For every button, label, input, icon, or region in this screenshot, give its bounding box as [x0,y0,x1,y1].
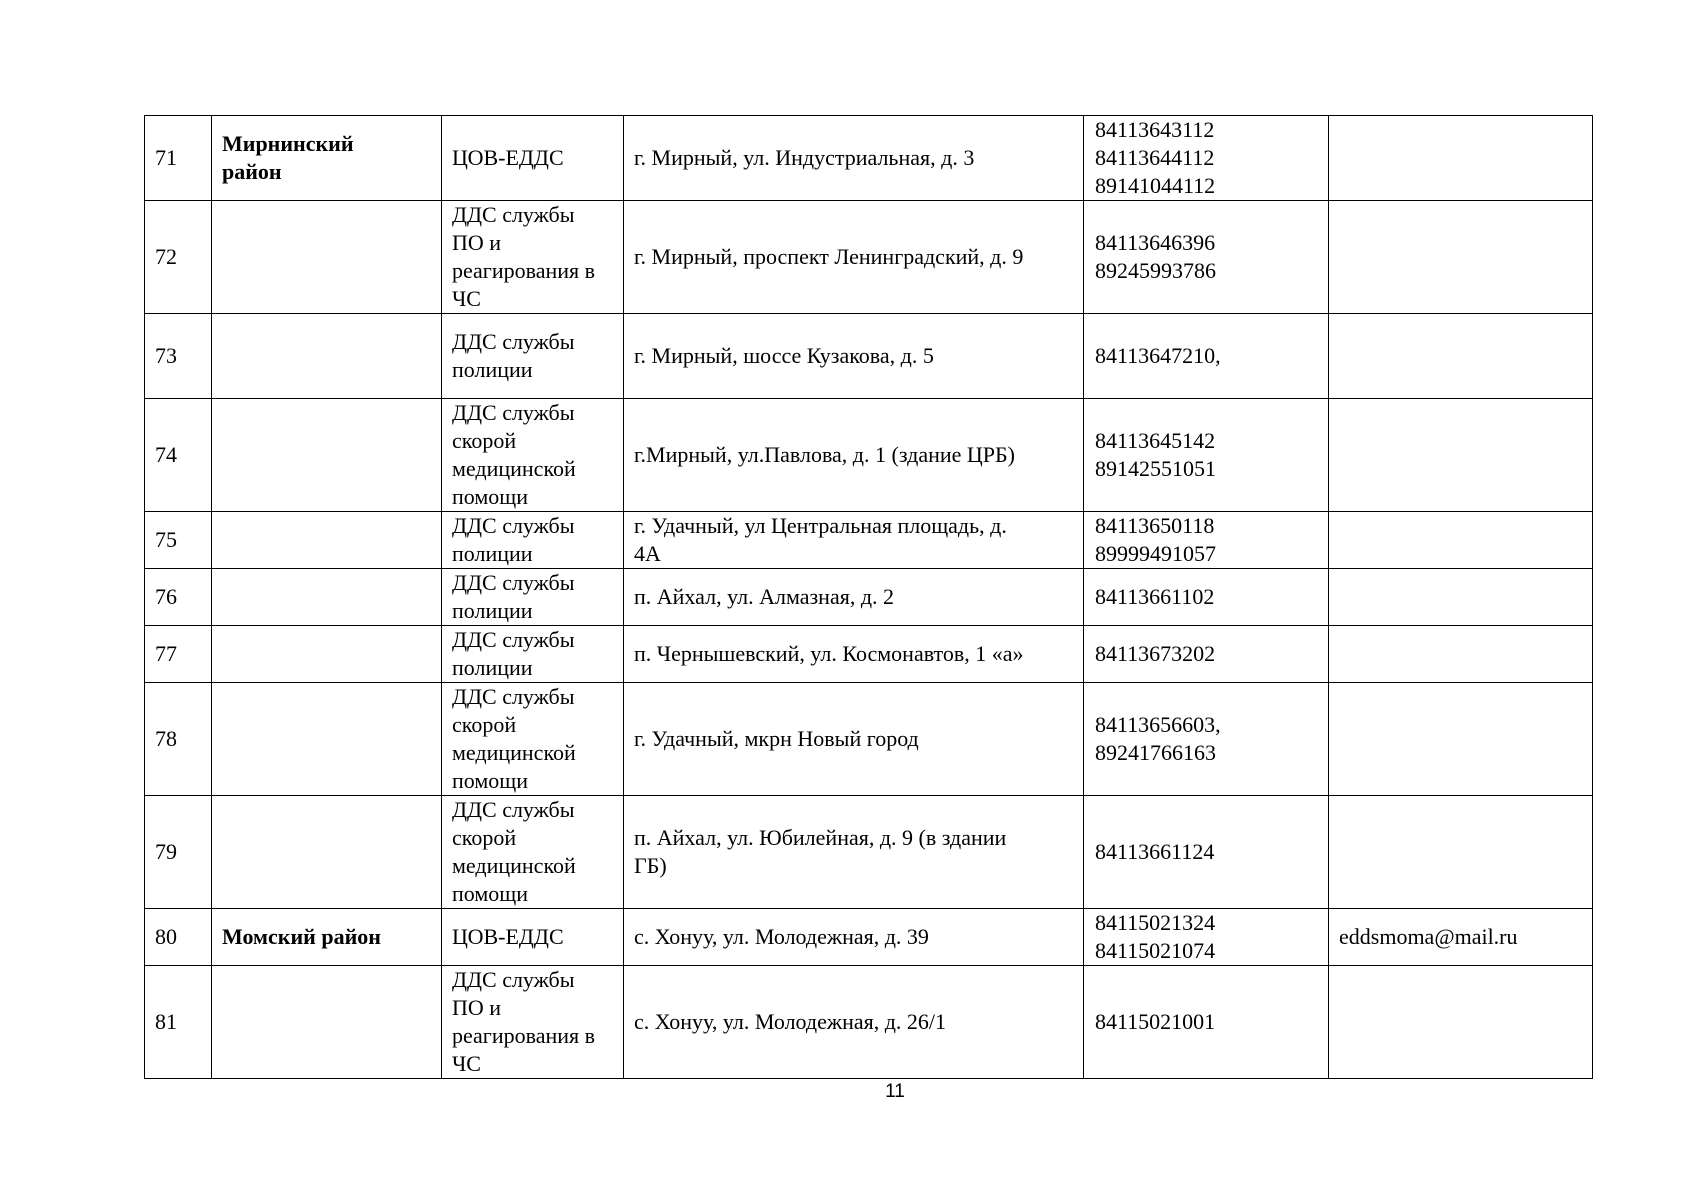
service-name: ДДС службы полиции [442,569,624,626]
service-name: ДДС службы скорой медицинской помощи [442,796,624,909]
address: г.Мирный, ул.Павлова, д. 1 (здание ЦРБ) [624,399,1084,512]
email-address[interactable]: eddsmoma@mail.ru [1329,909,1593,966]
contacts-table [144,115,1593,1079]
table-row [145,201,1593,314]
row-number: 71 [145,116,212,201]
table-row [145,314,1593,399]
table-row [145,116,1593,201]
service-name: ДДС службы скорой медицинской помощи [442,399,624,512]
address: г. Мирный, шоссе Кузакова, д. 5 [624,314,1084,399]
district-name: Момский район [212,909,442,966]
service-name: ДДС службы полиции [442,512,624,569]
email-address[interactable] [1329,201,1593,314]
phone-numbers: 84113650118 89999491057 [1084,512,1329,569]
email-address[interactable] [1329,796,1593,909]
table-row [145,796,1593,909]
address: с. Хонуу, ул. Молодежная, д. 26/1 [624,966,1084,1079]
table-body [145,116,1593,1079]
service-name: ДДС службы полиции [442,626,624,683]
email-address[interactable] [1329,399,1593,512]
phone-numbers: 84113643112 84113644112 89141044112 [1084,116,1329,201]
row-number: 79 [145,796,212,909]
district-name [212,626,442,683]
phone-numbers: 84113647210, [1084,314,1329,399]
phone-numbers: 84115021001 [1084,966,1329,1079]
row-number: 75 [145,512,212,569]
phone-numbers: 84113646396 89245993786 [1084,201,1329,314]
address: п. Айхал, ул. Алмазная, д. 2 [624,569,1084,626]
service-name: ДДС службы скорой медицинской помощи [442,683,624,796]
address: г. Удачный, ул Центральная площадь, д. 4А [624,512,1084,569]
table-row [145,626,1593,683]
service-name: ДДС службы ПО и реагирования в ЧС [442,966,624,1079]
table-row [145,512,1593,569]
address: г. Мирный, проспект Ленинградский, д. 9 [624,201,1084,314]
email-address[interactable] [1329,314,1593,399]
phone-numbers: 84113661102 [1084,569,1329,626]
table-row [145,966,1593,1079]
row-number: 77 [145,626,212,683]
email-address[interactable] [1329,683,1593,796]
email-address[interactable] [1329,569,1593,626]
email-address[interactable] [1329,966,1593,1079]
row-number: 76 [145,569,212,626]
address: п. Чернышевский, ул. Космонавтов, 1 «а» [624,626,1084,683]
district-name [212,683,442,796]
district-name [212,796,442,909]
district-name [212,569,442,626]
email-address[interactable] [1329,512,1593,569]
row-number: 73 [145,314,212,399]
district-name [212,966,442,1079]
row-number: 78 [145,683,212,796]
row-number: 74 [145,399,212,512]
district-name [212,314,442,399]
service-name: ЦОВ-ЕДДС [442,116,624,201]
district-name [212,399,442,512]
service-name: ДДС службы полиции [442,314,624,399]
phone-numbers: 84113656603, 89241766163 [1084,683,1329,796]
district-name [212,201,442,314]
phone-numbers: 84113645142 89142551051 [1084,399,1329,512]
row-number: 72 [145,201,212,314]
address: г. Мирный, ул. Индустриальная, д. 3 [624,116,1084,201]
row-number: 81 [145,966,212,1079]
address: с. Хонуу, ул. Молодежная, д. 39 [624,909,1084,966]
address: п. Айхал, ул. Юбилейная, д. 9 (в здании ГБ) [624,796,1084,909]
row-number: 80 [145,909,212,966]
address: г. Удачный, мкрн Новый город [624,683,1084,796]
table-row [145,569,1593,626]
table-row [145,909,1593,966]
table-row [145,683,1593,796]
phone-numbers: 84113673202 [1084,626,1329,683]
page-number: 11 [885,1081,905,1102]
phone-numbers: 84115021324 84115021074 [1084,909,1329,966]
district-name: Мирнинский район [212,116,442,201]
service-name: ДДС службы ПО и реагирования в ЧС [442,201,624,314]
service-name: ЦОВ-ЕДДС [442,909,624,966]
email-address[interactable] [1329,116,1593,201]
table-row [145,399,1593,512]
email-address[interactable] [1329,626,1593,683]
phone-numbers: 84113661124 [1084,796,1329,909]
district-name [212,512,442,569]
